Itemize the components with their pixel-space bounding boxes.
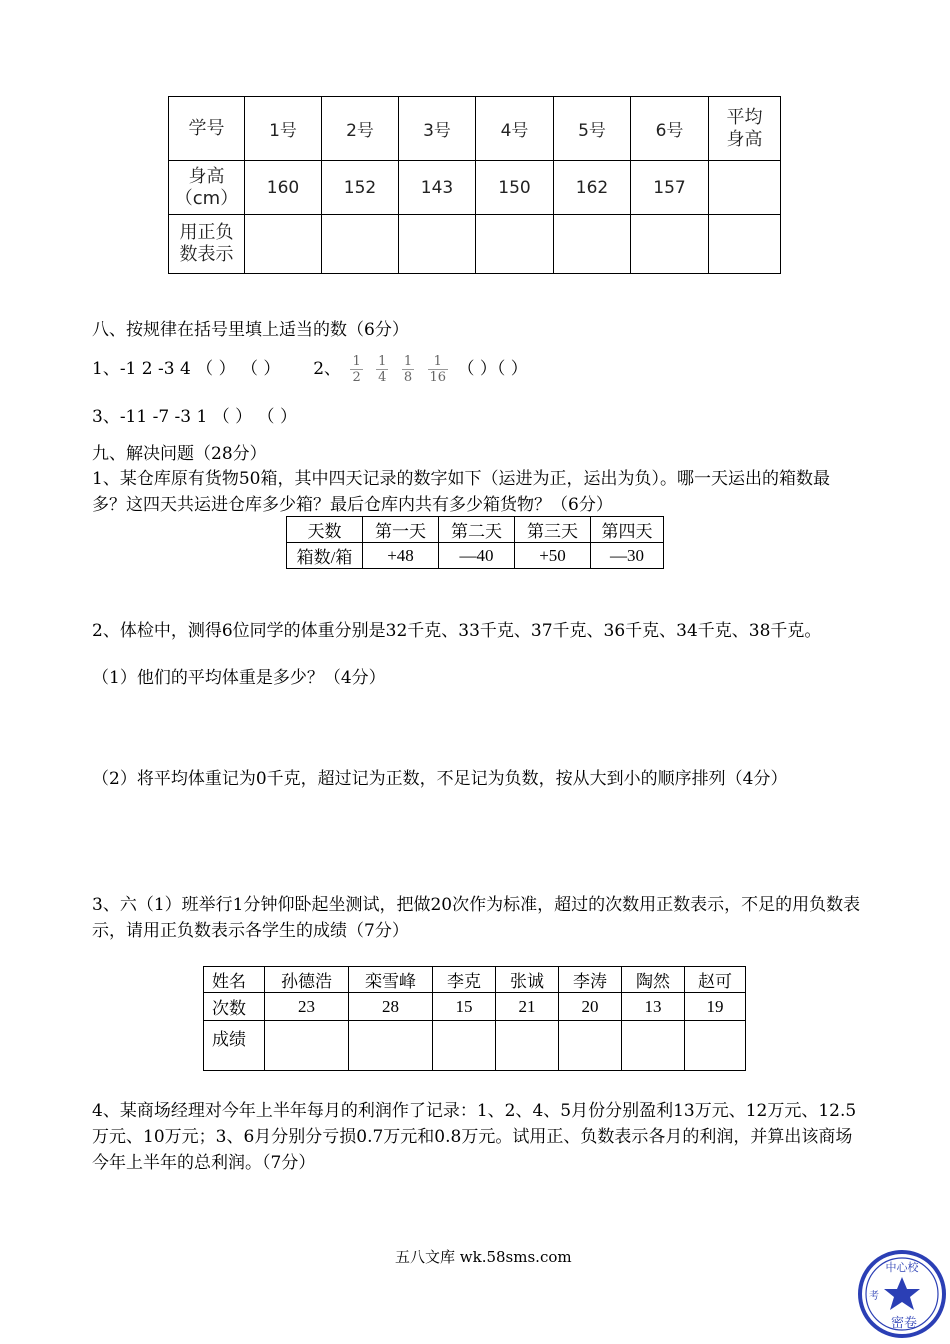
stamp-text-top: 中心校 (885, 1261, 919, 1274)
star-icon (884, 1277, 920, 1310)
table-header-cell: 1号 (245, 97, 322, 161)
table-cell (631, 215, 709, 274)
table-header-cell: 李涛 (559, 967, 622, 993)
label-line: 数表示 (179, 244, 234, 265)
problem-2-q1: （1）他们的平均体重是多少？（4分） (92, 668, 386, 688)
row-label (169, 215, 245, 274)
problem-4-text: 4、某商场经理对今年上半年每月的利润作了记录：1、2、4、5月份分别盈利13万元、12万元、12.5万元、10万元；3、6月分别分亏损0.7万元和0.8万元。试用正、负数表示各月的利润，并算出该商场今年上半年的总利润。（7分） (92, 1101, 857, 1173)
table-cell: 23 (265, 993, 349, 1021)
warehouse-table (286, 516, 664, 569)
table-header-cell: 天数 (287, 517, 363, 543)
table-row (204, 993, 746, 1021)
q1-text: 1、-1 2 -3 4 （ ） （ ） (92, 359, 281, 379)
table-header-cell: 学号 (169, 97, 245, 161)
table-header-cell: 4号 (476, 97, 554, 161)
table-header-cell: 姓名 (204, 967, 265, 993)
table-cell: —40 (439, 543, 515, 569)
row-label: 成绩 (204, 1021, 265, 1071)
table-cell: 150 (476, 161, 554, 215)
table-row (169, 161, 781, 215)
table-header-cell: 赵可 (685, 967, 746, 993)
table-cell (476, 215, 554, 274)
table-cell (399, 215, 476, 274)
stamp-text-left: 考 (869, 1291, 879, 1302)
table-cell: 15 (433, 993, 496, 1021)
table-cell: 19 (685, 993, 746, 1021)
fraction: $\frac{1}{4}$ (378, 354, 387, 385)
header-line: 身高 (726, 128, 763, 150)
table-cell: 20 (559, 993, 622, 1021)
table-header-cell: 6号 (631, 97, 709, 161)
table-header-cell: 陶然 (622, 967, 685, 993)
problem-1-text: 1、某仓库原有货物50箱，其中四天记录的数字如下（运进为正，运出为负）。哪一天运出的箱数最多？这四天共运进仓库多少箱？最后仓库内共有多少箱货物？（6分） (92, 469, 830, 515)
table-row (287, 517, 664, 543)
section-8-title: 八、按规律在括号里填上适当的数（6分） (92, 320, 409, 340)
stamp-text-bottom: 密卷 (890, 1316, 918, 1331)
table-header-cell: 孙德浩 (265, 967, 349, 993)
table-cell (709, 161, 781, 215)
table-cell: 28 (349, 993, 433, 1021)
table-row (287, 543, 664, 569)
problem-3-text: 3、六（1）班举行1分钟仰卧起坐测试，把做20次作为标准，超过的次数用正数表示，不足的用负数表示，请用正负数表示各学生的成绩（7分） (92, 895, 861, 941)
fraction: $\frac{1}{16}$ (429, 354, 447, 385)
table-row (204, 1021, 746, 1071)
header-line: 平均 (726, 106, 763, 128)
table-cell (349, 1021, 433, 1071)
table-header-cell: 第三天 (515, 517, 591, 543)
table-header-cell: 栾雪峰 (349, 967, 433, 993)
table-cell: 160 (245, 161, 322, 215)
table-header-cell: 2号 (322, 97, 399, 161)
table-header-cell: 张诚 (496, 967, 559, 993)
table-header-cell: 第二天 (439, 517, 515, 543)
table-cell: 21 (496, 993, 559, 1021)
section-9-title: 九、解决问题（28分） (92, 444, 267, 464)
table-header-cell: 李克 (433, 967, 496, 993)
q2-prefix: 2、 (313, 359, 342, 379)
problem-2-q2: （2）将平均体重记为0千克，超过记为正数，不足记为负数，按从大到小的顺序排列（4分） (92, 769, 788, 789)
table-cell (554, 215, 631, 274)
label-line: 身高 (188, 165, 225, 187)
table-cell: —30 (591, 543, 664, 569)
table-header-cell: 3号 (399, 97, 476, 161)
section-8-q1 (92, 354, 528, 385)
table-cell (559, 1021, 622, 1071)
table-cell (709, 215, 781, 274)
row-label: 次数 (204, 993, 265, 1021)
stamp-seal-icon (857, 1249, 947, 1339)
table-header-cell: 第一天 (363, 517, 439, 543)
table-cell: 162 (554, 161, 631, 215)
fraction: $\frac{1}{2}$ (352, 354, 361, 385)
table-cell (685, 1021, 746, 1071)
section-8-q3: 3、-11 -7 -3 1 （ ） （ ） (92, 407, 297, 427)
table-cell (245, 215, 322, 274)
table-header-cell-average (709, 97, 781, 161)
table-cell (265, 1021, 349, 1071)
table-cell (433, 1021, 496, 1071)
table-cell (496, 1021, 559, 1071)
table-row (169, 215, 781, 274)
table-cell: 143 (399, 161, 476, 215)
problem-2-text: 2、体检中，测得6位同学的体重分别是32千克、33千克、37千克、36千克、34千克、38千克。 (92, 621, 822, 641)
row-label: 箱数/箱 (287, 543, 363, 569)
table-row (169, 97, 781, 161)
q2-suffix: （ ）（ ） (457, 359, 528, 379)
label-line: （cm） (174, 187, 239, 209)
situp-table (203, 966, 746, 1071)
table-cell: +48 (363, 543, 439, 569)
label-line: 用正负 (179, 222, 234, 243)
table-cell (622, 1021, 685, 1071)
fraction: $\frac{1}{8}$ (403, 354, 413, 385)
table-header-cell: 第四天 (591, 517, 664, 543)
footer-text: 五八文库 wk.58sms.com (395, 1248, 572, 1266)
table-cell: 152 (322, 161, 399, 215)
table-cell (322, 215, 399, 274)
table-row (204, 967, 746, 993)
table-cell: 157 (631, 161, 709, 215)
table-cell: +50 (515, 543, 591, 569)
table-cell: 13 (622, 993, 685, 1021)
table-header-cell: 5号 (554, 97, 631, 161)
height-table (168, 96, 781, 274)
row-label (169, 161, 245, 215)
